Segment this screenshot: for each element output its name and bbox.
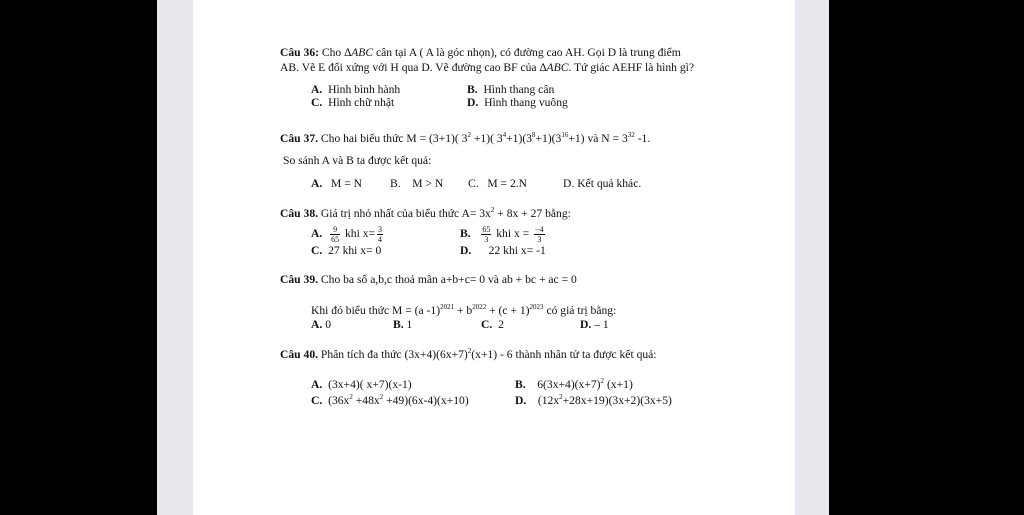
q39-option-d: D. – 1	[580, 318, 609, 331]
question-36-label: Câu 36:	[280, 46, 319, 59]
question-39-line-2: Khi đó biểu thức M = (a $-1)^{2021} + b^{2022} + (c + 1)^{2023}$ có giá trị bằng:	[311, 303, 617, 317]
q40-option-c: C. $(36x^2 +48x^2 +49)(6x-4)(x+10)$	[311, 393, 469, 407]
q37-option-a: A. M = N	[311, 177, 363, 190]
question-36-line-2: AB. Vẽ E đối xứng với H qua D. Vẽ đường cao BF của ∆ABC. Tứ giác AEHF là hình gì?	[280, 61, 695, 74]
q36-option-a: A. Hình bình hành	[311, 83, 401, 96]
q38-option-d: D. 22 khi x= -1	[460, 244, 546, 257]
question-40-line-1: Câu 40. Phân tích đa thức $(3x+4)(6x+7)^2(x+1) - 6$ thành nhân tử ta được kết quả:	[280, 347, 657, 361]
q39-option-c: C. 2	[481, 318, 504, 331]
question-40-label: Câu 40.	[280, 348, 319, 361]
question-36-line-1: Câu 36: Cho ∆ABC cân tại A ( A là góc nhọn), có đường cao AH. Gọi D là trung điểm	[280, 46, 681, 59]
question-37-line-2: So sánh A và B ta được kết quả:	[283, 154, 432, 167]
q36-option-c: C. Hình chữ nhật	[311, 96, 395, 109]
q36-option-b: B. Hình thang cân	[467, 83, 555, 96]
question-38-label: Câu 38.	[280, 207, 319, 220]
q37-option-d: D. Kết quả khác.	[563, 177, 642, 190]
q40-option-d: D. $(12x^2+28x+19)(3x+2)(3x+5)$	[515, 393, 672, 407]
q40-option-b: B. $6(3x+4)(x+7)^2$ (x+1)	[515, 377, 633, 391]
q37-option-b: B. M > N	[390, 177, 444, 190]
question-39-line-1: Câu 39. Cho ba số a,b,c thoả mãn a+b+c= 0 và ab + bc + ac = 0	[280, 273, 577, 286]
q39-option-b: B. 1	[393, 318, 413, 331]
question-39-label: Câu 39.	[280, 273, 319, 286]
q38-option-b: B. $\frac{65}{3}$ khi x = $\frac{-4}{3}$	[460, 225, 544, 244]
q38-option-a: A. $\frac{9}{65}$ khi x= $\frac{3}{4}$	[311, 225, 383, 244]
q38-option-c: C. 27 khi x= 0	[311, 244, 382, 257]
q40-option-a: A. (3x+4)( x+7)(x-1)	[311, 378, 412, 391]
question-38-line-1: Câu 38. Giá trị nhỏ nhất của biểu thức $A= 3x^2 + 8x + 27$ bằng:	[280, 206, 571, 220]
q37-option-c: C. M = 2.N	[468, 177, 528, 190]
question-37-label: Câu 37.	[280, 132, 319, 145]
q39-option-a: A. 0	[311, 318, 331, 331]
q36-option-d: D. Hình thang vuông	[467, 96, 568, 109]
question-37-line-1: Câu 37. Cho hai biểu thức M = (3+1)( $3^2 +1$)( $3^4+1)(3^8+1)(3^{16}+1)$ và $N = 3^{32}$ -1.	[280, 131, 651, 145]
